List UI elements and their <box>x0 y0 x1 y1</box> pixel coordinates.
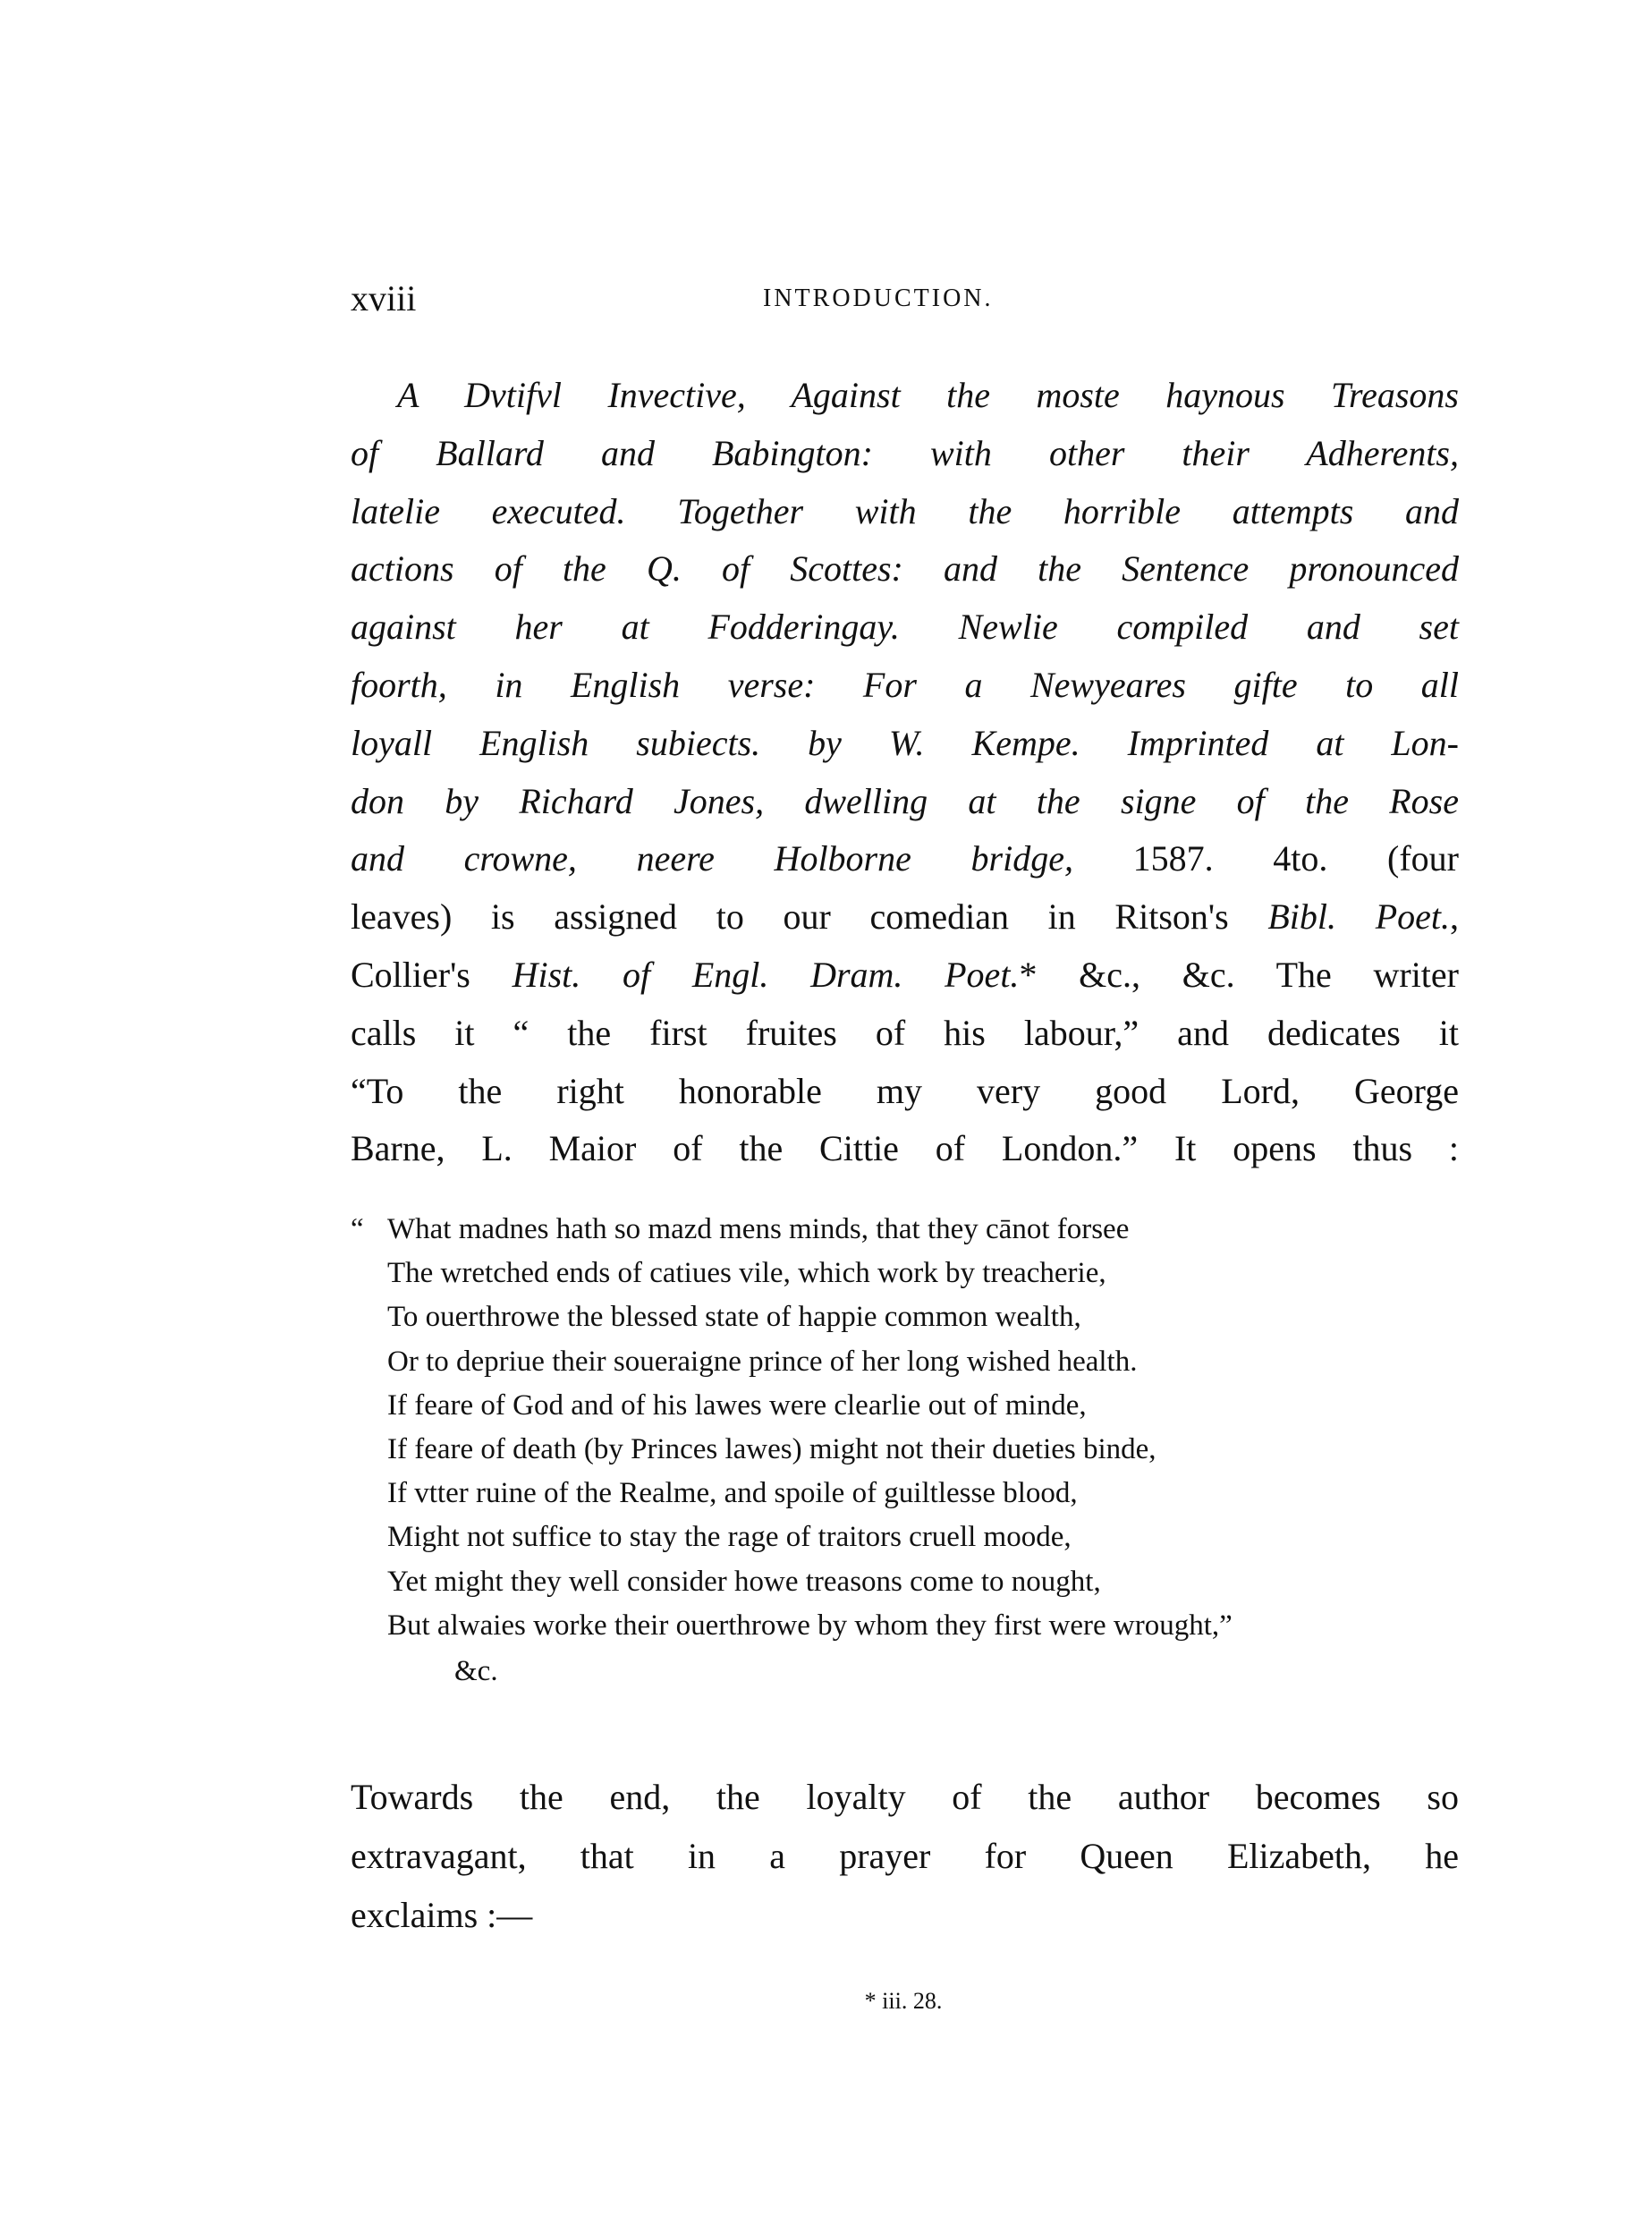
verse-line <box>351 1208 1513 1252</box>
italic-text: and crowne, neere Holborne bridge, <box>351 838 1073 879</box>
roman-text: Barne, L. Maior of the Cittie of London.” It opens thus : <box>351 1128 1459 1169</box>
text-line <box>351 715 1459 773</box>
text-line <box>351 1005 1459 1063</box>
text-line <box>351 773 1459 831</box>
text-line <box>351 367 1459 425</box>
roman-text: 1587. 4to. (four <box>1072 838 1459 879</box>
footnote: * iii. 28. <box>864 1988 943 2014</box>
roman-text: “To the right honorable my very good Lord, George <box>351 1070 1459 1111</box>
italic-text: A Dvtifvl Invective, Against the moste haynous Treasons <box>397 375 1459 415</box>
verse-line <box>351 1428 1513 1472</box>
verse-text: But alwaies worke their ouerthrowe by whom they first were wrought,” <box>387 1609 1233 1642</box>
open-quote: “ <box>351 1213 364 1245</box>
italic-text: of Ballard and Babington: with other their Adherents, <box>351 432 1459 473</box>
text-line <box>351 657 1459 715</box>
verse-text: Might not suffice to stay the rage of traitors cruell moode, <box>387 1521 1072 1554</box>
verse-text: If vtter ruine of the Realme, and spoile of guiltlesse blood, <box>387 1477 1078 1510</box>
text-line <box>351 540 1459 599</box>
title-description-paragraph <box>351 367 1459 1178</box>
verse-line <box>351 1516 1513 1559</box>
text-line: extravagant, that in a prayer for Queen Elizabeth, he <box>351 1836 1459 1876</box>
italic-text: Hist. of Engl. Dram. Poet. <box>512 954 1020 995</box>
italic-text: against her at Fodderingay. Newlie compiled and set <box>351 607 1459 648</box>
roman-text: calls it “ the first fruites of his labour,” and dedicates it <box>351 1012 1459 1053</box>
page-number: xviii <box>351 278 417 318</box>
text-line <box>351 1120 1459 1178</box>
text-line <box>351 483 1459 541</box>
verse-line <box>351 1604 1513 1648</box>
italic-text: latelie executed. Together with the horrible attempts and <box>351 490 1459 531</box>
text-line <box>351 888 1459 947</box>
verse-text: The wretched ends of catiues vile, which work by treacherie, <box>387 1257 1106 1290</box>
verse-line <box>351 1340 1513 1384</box>
verse-line <box>351 1295 1513 1339</box>
italic-text: actions of the Q. of Scottes: and the Sentence pronounced <box>351 548 1459 590</box>
verse-text: Or to depriue their soueraigne prince of her long wished health. <box>387 1345 1138 1378</box>
roman-text: , <box>1450 896 1459 938</box>
verse-text: If feare of God and of his lawes were clearlie out of minde, <box>387 1388 1087 1422</box>
italic-text: foorth, in English verse: For a Newyeares gifte to all <box>351 664 1459 705</box>
running-title: INTRODUCTION. <box>763 284 994 312</box>
verse-text: To ouerthrowe the blessed state of happie common wealth, <box>387 1301 1081 1334</box>
roman-text: Collier's <box>351 954 513 995</box>
italic-text: Bibl. Poet. <box>1267 896 1450 938</box>
text-line <box>351 1063 1459 1121</box>
quoted-verse <box>351 1208 1513 1694</box>
closing-paragraph <box>351 1768 1459 1945</box>
text-line <box>351 599 1459 657</box>
verse-etc: &c. <box>454 1654 498 1687</box>
verse-text: Yet might they well consider howe treasons come to nought, <box>387 1565 1101 1598</box>
verse-line <box>351 1252 1513 1295</box>
italic-text: loyall English subiects. by W. Kempe. Imprinted at Lon- <box>351 722 1459 763</box>
text-line <box>351 425 1459 483</box>
verse-line <box>351 1384 1513 1428</box>
roman-text: leaves) is assigned to our comedian in Ritson's <box>351 896 1268 938</box>
text-line: Towards the end, the loyalty of the author becomes so <box>351 1777 1459 1817</box>
text-line <box>351 947 1459 1005</box>
text-line: exclaims :— <box>351 1895 533 1935</box>
roman-text: * &c., &c. The writer <box>1019 954 1459 995</box>
verse-text: What madnes hath so mazd mens minds, that they cānot forsee <box>387 1213 1130 1245</box>
verse-line <box>351 1472 1513 1516</box>
verse-line <box>351 1560 1513 1604</box>
verse-text: If feare of death (by Princes lawes) might not their dueties binde, <box>387 1432 1156 1465</box>
italic-text: don by Richard Jones, dwelling at the signe of the Rose <box>351 780 1459 821</box>
text-line <box>351 830 1459 888</box>
